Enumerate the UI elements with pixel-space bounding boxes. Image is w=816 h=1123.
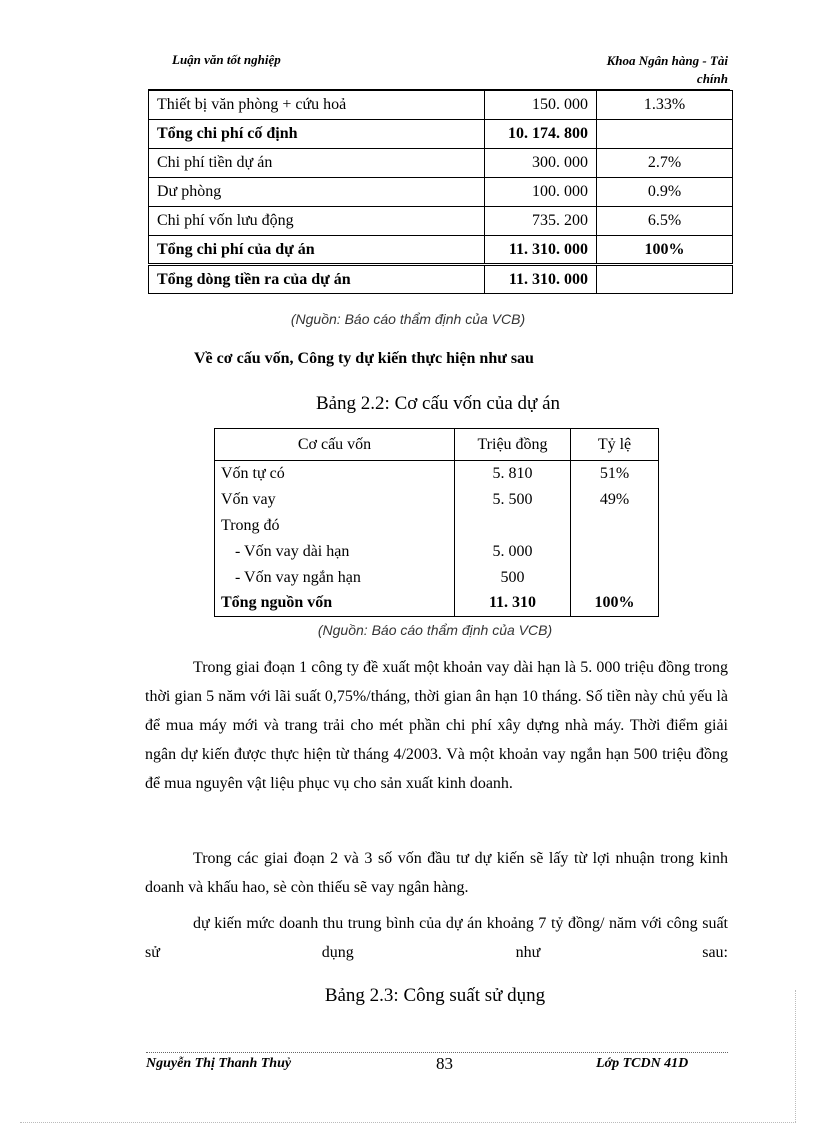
- cost-table-cell-amount: 11. 310. 000: [485, 265, 597, 294]
- cost-table-cell-pct: 0.9%: [597, 178, 733, 207]
- paragraph-loan-phase1: [145, 653, 728, 798]
- cost-table-cell-pct: 6.5%: [597, 207, 733, 236]
- capital-table-cell-ratio: 100%: [571, 591, 659, 617]
- capital-table-cell-ratio: 51%: [571, 461, 659, 487]
- page-edge-right: [795, 990, 796, 1122]
- cost-table-cell-amount: 150. 000: [485, 91, 597, 120]
- cost-table-cell-pct: [597, 265, 733, 294]
- cost-table-cell-pct: 1.33%: [597, 91, 733, 120]
- table2-header-cell: Cơ cấu vốn: [215, 429, 455, 461]
- cost-table-row: [149, 207, 733, 236]
- cost-table-cell-amount: 11. 310. 000: [485, 236, 597, 265]
- footer-divider: [146, 1052, 728, 1053]
- capital-table-cell-label: - Vốn vay dài hạn: [215, 539, 455, 565]
- table2-caption: Bảng 2.2: Cơ cấu vốn của dự án: [315, 393, 561, 414]
- table3-caption: Bảng 2.3: Công suất sử dụng: [324, 985, 546, 1006]
- cost-table-cell-item: Thiết bị văn phòng + cứu hoả: [149, 91, 485, 120]
- table2-header-row: [215, 429, 659, 461]
- capital-table-cell-ratio: [571, 513, 659, 539]
- capital-table-cell-label: Vốn tự có: [215, 461, 455, 487]
- capital-table-row: [215, 487, 659, 513]
- header-right-line1: Khoa Ngân hàng - Tài: [606, 53, 728, 68]
- footer-author: Nguyễn Thị Thanh Thuỷ: [146, 1056, 292, 1071]
- capital-table-cell-ratio: [571, 539, 659, 565]
- header-left: Luận văn tốt nghiệp: [172, 52, 281, 67]
- cost-table-row: [149, 236, 733, 265]
- capital-table-row: [215, 591, 659, 617]
- capital-table-cell-label: Vốn vay: [215, 487, 455, 513]
- capital-table-cell-value: 500: [455, 565, 571, 591]
- capital-table-cell-label: - Vốn vay ngắn hạn: [215, 565, 455, 591]
- cost-table-cell-pct: 100%: [597, 236, 733, 265]
- table2-source: (Nguồn: Báo cáo thẩm định của VCB): [317, 622, 553, 638]
- page-number: 83: [436, 1054, 453, 1073]
- table1-source: (Nguồn: Báo cáo thẩm định của VCB): [290, 311, 526, 327]
- capital-table-row: [215, 539, 659, 565]
- cost-table-row: [149, 120, 733, 149]
- cost-table-cell-item: Dư phòng: [149, 178, 485, 207]
- cost-table-cell-pct: [597, 120, 733, 149]
- cost-table-cell-item: Tổng dòng tiền ra của dự án: [149, 265, 485, 294]
- cost-table-row: [149, 265, 733, 294]
- cost-table-cell-item: Chi phí tiền dự án: [149, 149, 485, 178]
- cost-table-cell-item: Tổng chi phí của dự án: [149, 236, 485, 265]
- cost-table-cell-amount: 735. 200: [485, 207, 597, 236]
- cost-table-cell-item: Chi phí vốn lưu động: [149, 207, 485, 236]
- capital-table-cell-value: 5. 810: [455, 461, 571, 487]
- capital-table-cell-ratio: [571, 565, 659, 591]
- header-right-line2: chính: [696, 71, 728, 86]
- capital-structure-table: [214, 428, 659, 617]
- header-right: [560, 52, 728, 88]
- capital-table-cell-label: Tổng nguồn vốn: [215, 591, 455, 617]
- capital-table-row: [215, 513, 659, 539]
- paragraph-text: dự kiến mức doanh thu trung bình của dự án khoảng 7 tỷ đồng/ năm với công suất sử dụng như sau:: [145, 915, 728, 961]
- capital-table-cell-value: 5. 500: [455, 487, 571, 513]
- cost-table-row: [149, 178, 733, 207]
- capital-structure-lead: Về cơ cấu vốn, Công ty dự kiến thực hiện như sau: [194, 350, 534, 367]
- cost-table: [148, 90, 733, 294]
- capital-table-cell-value: [455, 513, 571, 539]
- cost-table-row: [149, 91, 733, 120]
- table2-header-cell: Triệu đồng: [455, 429, 571, 461]
- capital-table-row: [215, 565, 659, 591]
- footer-class: Lớp TCDN 41D: [596, 1056, 689, 1071]
- capital-table-cell-label: Trong đó: [215, 513, 455, 539]
- cost-table-cell-amount: 100. 000: [485, 178, 597, 207]
- table2-header-cell: Tỷ lệ: [571, 429, 659, 461]
- paragraph-text: Trong các giai đoạn 2 và 3 số vốn đầu tư dự kiến sẽ lấy từ lợi nhuận trong kinh doanh và khấu hao, sè còn thiếu sẽ vay ngân hàng.: [145, 850, 728, 896]
- capital-table-row: [215, 461, 659, 487]
- cost-table-cell-item: Tổng chi phí cố định: [149, 120, 485, 149]
- paragraph-revenue: [145, 909, 728, 967]
- capital-table-cell-ratio: 49%: [571, 487, 659, 513]
- cost-table-cell-amount: 10. 174. 800: [485, 120, 597, 149]
- capital-table-cell-value: 5. 000: [455, 539, 571, 565]
- cost-table-cell-amount: 300. 000: [485, 149, 597, 178]
- paragraph-phase2-3: [145, 844, 728, 902]
- cost-table-row: [149, 149, 733, 178]
- cost-table-cell-pct: 2.7%: [597, 149, 733, 178]
- paragraph-text: Trong giai đoạn 1 công ty đề xuất một khoản vay dài hạn là 5. 000 triệu đồng trong thời gian 5 năm với lãi suất 0,75%/tháng, thời gian ân hạn 10 tháng. Số tiền này chủ yếu là để mua máy mới và trang trải cho mét phần chi phí xây dựng nhà máy. Thời điểm giải ngân dự kiến được thực hiện từ tháng 4/2003. Và một khoản vay ngắn hạn 500 triệu đồng để mua nguyên vật liệu phục vụ cho sản xuất kinh doanh.: [145, 659, 728, 792]
- capital-table-cell-value: 11. 310: [455, 591, 571, 617]
